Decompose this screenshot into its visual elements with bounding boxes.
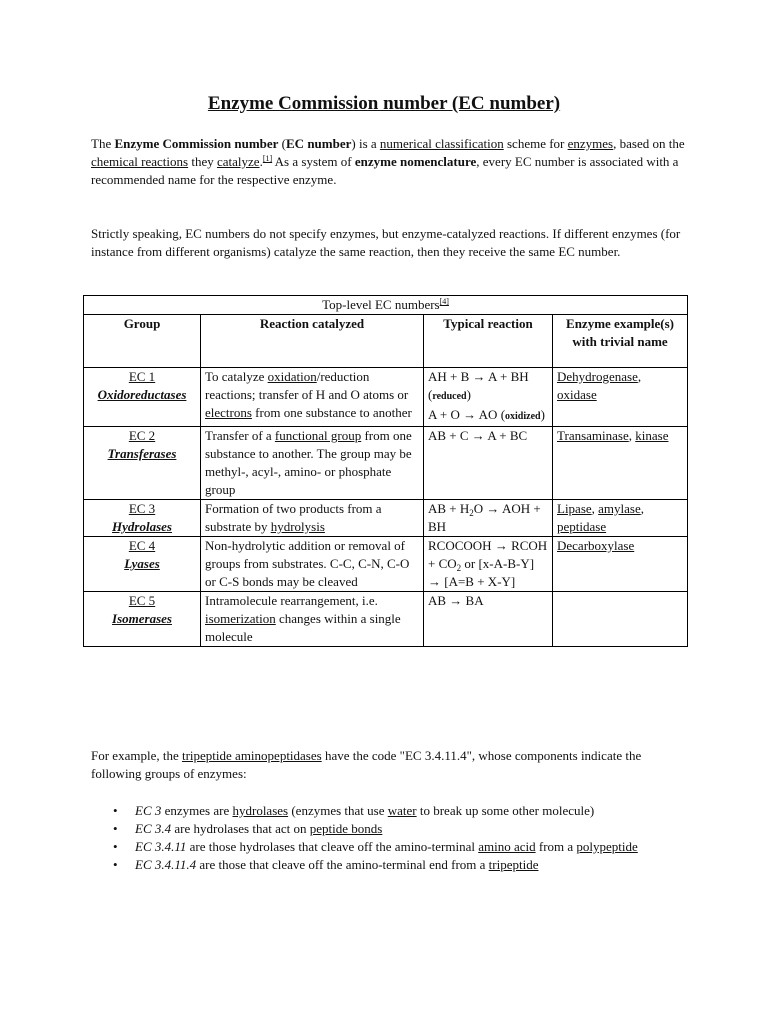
group-cell: [84, 537, 201, 592]
link-chemical-reactions[interactable]: chemical reactions: [91, 154, 189, 169]
link-amino-acid[interactable]: amino acid: [478, 839, 536, 854]
term-ec-abbrev: EC number: [286, 136, 352, 151]
text: from one substance to another. The group may be methyl-, acyl-, amino- or phosphate group: [205, 428, 412, 497]
ec-number[interactable]: EC 5: [128, 593, 156, 608]
ec-code: EC 3: [135, 803, 162, 818]
ec-class-name[interactable]: Isomerases: [112, 611, 172, 626]
typical-reaction-cell: AB → BA: [424, 592, 553, 647]
text: are those that cleave off the amino-terminal end from a: [196, 857, 489, 872]
text: ,: [628, 428, 636, 443]
text: .: [259, 154, 263, 169]
text: Intramolecule rearrangement, i.e.: [205, 593, 378, 608]
bullet-icon: •: [113, 821, 118, 836]
subscript: 2: [469, 508, 474, 518]
typical-reaction-cell: [424, 500, 553, 537]
group-cell: [84, 427, 201, 500]
text: Transfer of a: [205, 428, 275, 443]
text: Formation of two products from a substrate by: [205, 501, 382, 534]
text: scheme for: [503, 136, 568, 151]
ec-number[interactable]: EC 2: [128, 428, 156, 443]
link-catalyze[interactable]: catalyze: [216, 154, 260, 169]
text: RCOCOOH → RCOH + CO: [428, 538, 548, 571]
enzyme-example-cell: [553, 537, 688, 592]
text: ): [540, 407, 545, 422]
table-caption-row: [84, 296, 688, 315]
ec-class-name[interactable]: Hydrolases: [112, 519, 172, 534]
typical-reaction-cell: [424, 368, 553, 427]
example-paragraph: [91, 747, 691, 783]
list-item: [113, 802, 693, 820]
table-row: [84, 500, 688, 537]
table-row: [84, 592, 688, 647]
text: As a system of: [272, 154, 355, 169]
page-title: Enzyme Commission number (EC number): [207, 93, 561, 114]
header-enzyme-examples: Enzyme example(s) with trivial name: [553, 315, 688, 368]
bullet-icon: •: [113, 839, 118, 854]
ec-code: EC 3.4.11: [135, 839, 187, 854]
intro-paragraph-1: [91, 135, 691, 189]
link-polypeptide[interactable]: polypeptide: [576, 839, 638, 854]
reaction-line: [428, 406, 548, 426]
table-row: [84, 537, 688, 592]
enzyme-example-cell: [553, 500, 688, 537]
text: AB + H: [428, 501, 470, 516]
link-transaminase[interactable]: Transaminase: [557, 428, 629, 443]
reaction-cell: [201, 592, 424, 647]
ec-number[interactable]: EC 1: [128, 369, 156, 384]
text: To catalyze: [205, 369, 268, 384]
text: , every EC number is associated with a recommended name for the respective enzyme.: [91, 154, 679, 187]
link-hydrolysis[interactable]: hydrolysis: [270, 519, 325, 534]
text: have the code "EC 3.4.11.4", whose components indicate the following groups of enzymes:: [91, 748, 642, 781]
typical-reaction-cell: AB + C → A + BC: [424, 427, 553, 500]
enzyme-example-cell: [553, 368, 688, 427]
header-typical-reaction: Typical reaction: [424, 315, 553, 368]
text: reduced: [432, 391, 467, 402]
link-oxidase[interactable]: oxidase: [557, 387, 597, 402]
ec-class-name[interactable]: Oxidoreductases: [97, 387, 187, 402]
ec-number[interactable]: EC 4: [128, 538, 156, 553]
reaction-cell: [201, 500, 424, 537]
text: ,: [640, 501, 644, 516]
text: ) is a: [351, 136, 380, 151]
reference-link-4[interactable]: [4]: [439, 297, 449, 306]
reaction-line: [428, 368, 548, 406]
link-isomerization[interactable]: isomerization: [205, 611, 276, 626]
text: from one substance to another: [251, 405, 412, 420]
list-item: [113, 820, 693, 838]
text: are those hydrolases that cleave off the amino-terminal: [186, 839, 479, 854]
link-peptidase[interactable]: peptidase: [557, 519, 607, 534]
typical-reaction-cell: [424, 537, 553, 592]
list-item: [113, 838, 693, 856]
intro-paragraph-2: Strictly speaking, EC numbers do not specify enzymes, but enzyme-catalyzed reactions. If different enzymes (for instance from different organisms) catalyze the same reaction, then they receive the same EC number.: [91, 226, 681, 259]
link-electrons[interactable]: electrons: [205, 405, 252, 420]
table-row: [84, 427, 688, 500]
ec-number[interactable]: EC 3: [128, 501, 156, 516]
header-group: Group: [84, 315, 201, 368]
list-item: [113, 856, 693, 874]
group-cell: [84, 592, 201, 647]
ec-numbers-table: [83, 295, 688, 647]
text: (: [278, 136, 287, 151]
ec-class-name[interactable]: Lyases: [124, 556, 160, 571]
group-cell: [84, 500, 201, 537]
link-decarboxylase[interactable]: Decarboxylase: [557, 538, 635, 553]
text: are hydrolases that act on: [171, 821, 310, 836]
caption-text: Top-level EC numbers: [322, 297, 440, 312]
text: /reduction reactions; transfer of H and O atoms or: [205, 369, 409, 402]
text: AH + B → A + BH (: [428, 369, 529, 402]
term-ec-number: Enzyme Commission number: [114, 136, 279, 151]
text: or [x-A-B-Y] → [A=B + X-Y]: [428, 556, 535, 589]
link-kinase[interactable]: kinase: [635, 428, 669, 443]
text: A + O → AO (: [428, 407, 506, 422]
enzyme-example-cell: [553, 592, 688, 647]
text: , based on the: [613, 136, 685, 151]
group-cell: [84, 368, 201, 427]
enzyme-example-cell: [553, 427, 688, 500]
text: The: [91, 136, 115, 151]
text: they: [188, 154, 217, 169]
reaction-cell: Non-hydrolytic addition or removal of groups from substrates. C-C, C-N, C-O or C-S bonds may be cleaved: [201, 537, 424, 592]
link-numerical-classification[interactable]: numerical classification: [379, 136, 504, 151]
bullet-icon: •: [113, 857, 118, 872]
ec-code: EC 3.4.11.4: [135, 857, 197, 872]
table-header-row: [84, 315, 688, 368]
text: ): [466, 387, 471, 402]
link-tripeptide[interactable]: tripeptide: [488, 857, 539, 872]
text: oxidized: [505, 411, 541, 422]
term-enzyme-nomenclature: enzyme nomenclature: [354, 154, 477, 169]
link-hydrolases[interactable]: hydrolases: [232, 803, 289, 818]
link-amylase[interactable]: amylase: [598, 501, 641, 516]
link-oxidation[interactable]: oxidation: [267, 369, 317, 384]
table-row: [84, 368, 688, 427]
ec-class-name[interactable]: Transferases: [107, 446, 177, 461]
ec-code: EC 3.4: [135, 821, 172, 836]
header-reaction-catalyzed: Reaction catalyzed: [201, 315, 424, 368]
text: O → AOH + BH: [428, 501, 541, 534]
subscript: 2: [456, 563, 462, 573]
text: changes within a single molecule: [205, 611, 401, 644]
ec-breakdown-list: [113, 802, 693, 874]
reaction-cell: [201, 427, 424, 500]
text: ,: [591, 501, 599, 516]
link-peptide-bonds[interactable]: peptide bonds: [309, 821, 383, 836]
text: For example, the: [91, 748, 182, 763]
link-functional-group[interactable]: functional group: [274, 428, 362, 443]
link-dehydrogenase[interactable]: Dehydrogenase: [557, 369, 638, 384]
link-water[interactable]: water: [387, 803, 417, 818]
link-enzymes[interactable]: enzymes: [567, 136, 614, 151]
link-lipase[interactable]: Lipase: [557, 501, 592, 516]
link-tripeptide-aminopeptidases[interactable]: tripeptide aminopeptidases: [181, 748, 322, 763]
text: enzymes are: [161, 803, 233, 818]
bullet-icon: •: [113, 803, 118, 818]
table-caption: [84, 296, 688, 315]
reference-link-1[interactable]: [1]: [262, 154, 273, 163]
text: ,: [637, 369, 642, 384]
text: from a: [535, 839, 577, 854]
text: to break up some other molecule): [416, 803, 595, 818]
text: (enzymes that use: [288, 803, 388, 818]
reaction-cell: [201, 368, 424, 427]
